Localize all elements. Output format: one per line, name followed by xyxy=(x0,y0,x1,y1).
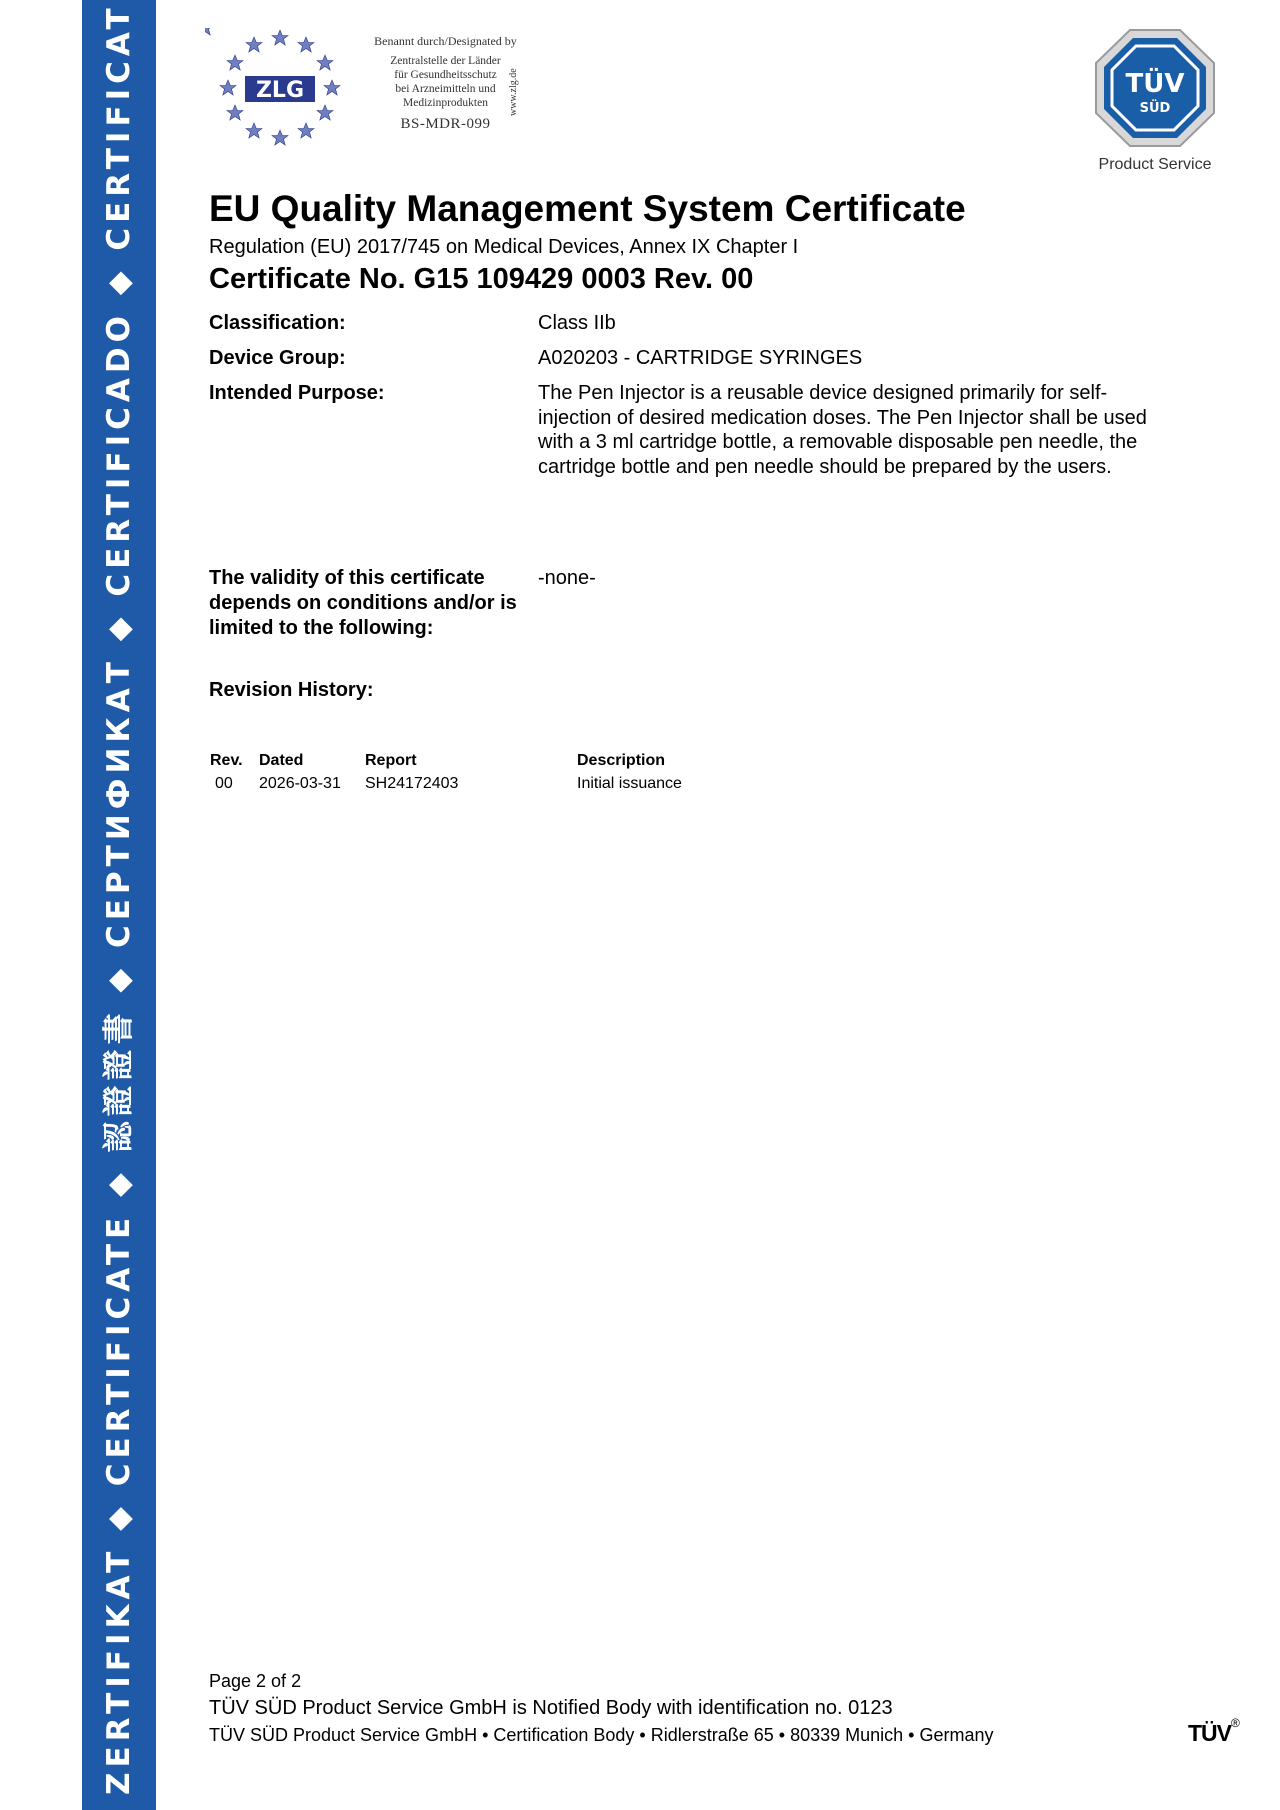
classification-value: Class IIb xyxy=(538,312,616,334)
validity-value: -none- xyxy=(538,567,596,589)
certificate-number: Certificate No. G15 109429 0003 Rev. 00 xyxy=(209,263,754,295)
zlg-logo-letters: ZLG xyxy=(255,78,305,103)
zlg-line-1: Zentralstelle der Länder xyxy=(390,55,501,67)
report-column-header: Report xyxy=(365,752,417,769)
dated-column-header: Dated xyxy=(259,752,304,769)
table-row-dated: 2026-03-31 xyxy=(259,775,341,792)
table-row-description: Initial issuance xyxy=(577,775,682,792)
intended-purpose-value: The Pen Injector is a reusable device designed primarily for self-injection of desired medication doses. The Pen Injector shall be used with a 3 ml cartridge bottle, a removable disposable pen needle, the cartridge bottle and pen needle should be prepared by the users. xyxy=(538,382,1147,478)
validity-label: The validity of this certificate depends on conditions and/or is limited to the following: xyxy=(209,567,517,639)
zlg-website: www.zlg.de xyxy=(508,68,519,116)
zlg-line-2: für Gesundheitsschutz xyxy=(394,69,497,81)
zlg-designation-code: BS-MDR-099 xyxy=(400,116,491,132)
tuv-octagon-icon xyxy=(1090,26,1220,151)
certificate-regulation: Regulation (EU) 2017/745 on Medical Devices, Annex IX Chapter I xyxy=(209,236,799,258)
registered-mark: ® xyxy=(1231,1716,1239,1730)
device-group-value: A020203 - CARTRIDGE SYRINGES xyxy=(538,347,863,369)
zlg-designated-by: Benannt durch/Designated by xyxy=(374,34,517,48)
classification-label: Classification: xyxy=(209,312,346,334)
certificate-title: EU Quality Management System Certificate xyxy=(209,188,966,229)
tuv-logo-caption: Product Service xyxy=(1098,156,1212,173)
tuv-logo-mark: TÜV xyxy=(1125,69,1185,99)
zlg-line-3: bei Arzneimitteln und xyxy=(395,83,496,95)
tuv-footer-mark-text: TÜV xyxy=(1188,1720,1231,1746)
tuv-footer-mark xyxy=(1188,1716,1239,1747)
sidebar-multilingual-text: ZERTIFIKAT ◆ CERTIFICATE ◆ 認證證書 ◆ СЕРТИФИКАТ ◆ CERTIFICADO ◆ CERTIFICAT xyxy=(101,3,137,1795)
description-column-header: Description xyxy=(577,752,666,769)
page-number: Page 2 of 2 xyxy=(209,1671,302,1691)
table-row-report: SH24172403 xyxy=(365,775,459,792)
certificate-sidebar-band xyxy=(82,0,156,1810)
revision-history-heading: Revision History: xyxy=(209,679,374,701)
device-group-label: Device Group: xyxy=(209,347,346,369)
intended-purpose-label: Intended Purpose: xyxy=(209,382,385,404)
tuv-logo-sub: SÜD xyxy=(1139,101,1171,116)
rev-column-header: Rev. xyxy=(210,752,243,769)
certification-body-address: TÜV SÜD Product Service GmbH • Certification Body • Ridlerstraße 65 • 80339 Munich • Germany xyxy=(209,1725,994,1745)
zlg-logo xyxy=(205,28,525,148)
notified-body-statement: TÜV SÜD Product Service GmbH is Notified Body with identification no. 0123 xyxy=(209,1697,893,1719)
tuv-sud-logo xyxy=(1090,26,1220,186)
table-row-rev: 00 xyxy=(215,775,233,792)
zlg-star-ring-icon xyxy=(205,28,355,148)
zlg-line-4: Medizinprodukten xyxy=(403,97,488,109)
